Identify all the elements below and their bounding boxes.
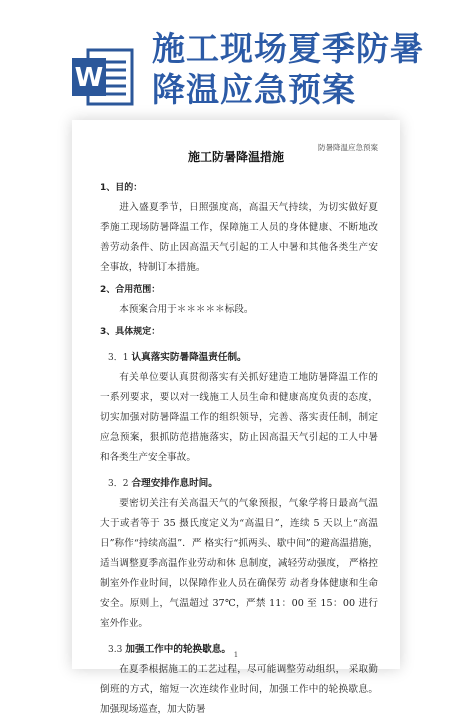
banner-title-line1: 施工现场夏季防暑 <box>152 29 424 68</box>
subsection-3-1-body: 有关单位要认真贯彻落实有关抓好建造工地防暑降温工作的一系列要求，要以对一线施工人员生命和健康高度负责的态度，切实加强对防暑降温工作的组织领导，完善、落实责任制，制定应急预案，狠抓防范措施落实，防止因高温天气引起的工人中暑和各类生产安全事故。 <box>100 372 378 463</box>
page-number: 1 <box>233 651 239 659</box>
running-header: 防暑降温应急预案 <box>318 143 378 152</box>
subsection-3-2-number: 3．2 <box>108 479 129 489</box>
document-body <box>100 176 378 720</box>
banner-title <box>152 28 462 110</box>
word-document-icon <box>70 44 136 110</box>
section-2-body: 本预案合用于＊＊＊＊＊标段。 <box>119 304 254 315</box>
subsection-3-2-title: 合理安排作息时间。 <box>131 478 218 489</box>
subsection-3-3-title: 加强工作中的轮换歇息。 <box>125 644 231 655</box>
banner-title-line2: 降温应急预案 <box>152 70 356 109</box>
word-icon-letter: W <box>74 63 104 93</box>
section-1-heading: 1、目的： <box>100 183 143 193</box>
subsection-3-2-heading <box>100 474 378 494</box>
subsection-3-1-heading <box>100 348 378 368</box>
banner-header <box>0 0 474 130</box>
section-1-body: 进入盛夏季节，日照强度高，高温天气持续，为切实做好夏季施工现场防暑降温工作，保障施工人员的身体健康、不断地改善劳动条件、防止因高温天气引起的工人中暑和其他各类生产安全事故，特制订本措施。 <box>100 202 378 273</box>
subsection-3-1-title: 认真落实防暑降温责任制。 <box>131 352 247 363</box>
subsection-3-2-body: 要密切关注有关高温天气的气象预报，气象学将日最高气温大于或者等于 35 摄氏度定义为“高温日”，连续 5 天以上“高温日”称作“持续高温”．严 格实行“抓两头、歇中间”的避高温措施， 适当调整夏季高温作业劳动和休 息制度，减轻劳动强度， 严格控制室外作业时间，以保障作业人员在确保劳 动者身体健康和生命安全。原则上，气温超过 37℃，严禁 11：00 至 15：00 进行室外作业。 <box>100 498 378 629</box>
subsection-3-3-number: 3.3 <box>108 645 123 655</box>
section-3-heading: 3、具体规定： <box>100 327 161 337</box>
document-page <box>72 120 400 715</box>
document-title: 施工防暑降温措施 <box>187 150 284 164</box>
subsection-3-1-number: 3．1 <box>108 353 129 363</box>
section-2-heading: 2、合用范围： <box>100 285 161 295</box>
subsection-3-3-body: 在夏季根据施工的工艺过程，尽可能调整劳动组织， 采取勤倒班的方式，缩短一次连续作业时间，加强工作中的轮换歇息。加强现场巡查，加大防暑 <box>100 664 378 715</box>
